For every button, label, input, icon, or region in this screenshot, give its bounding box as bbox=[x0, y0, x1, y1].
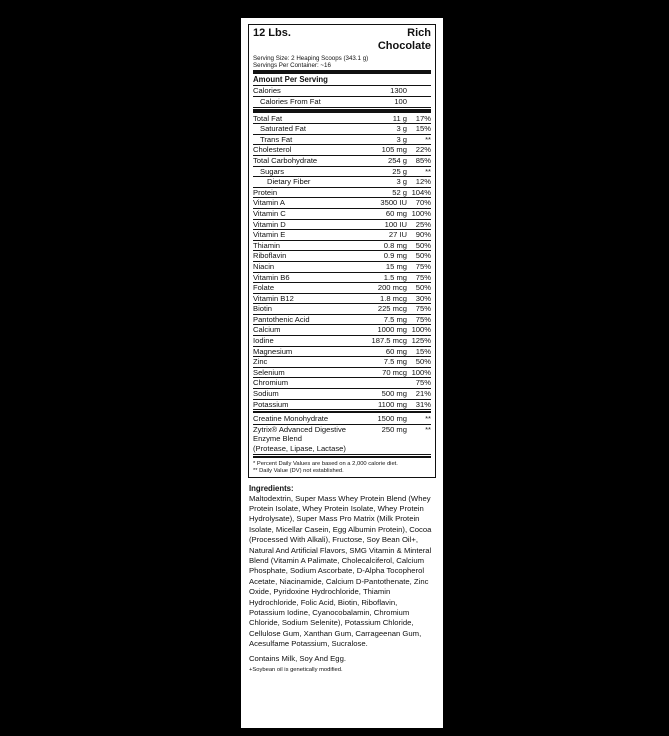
flavor-line-2: Chocolate bbox=[377, 40, 431, 52]
nutrient-dv: 100% bbox=[411, 325, 431, 335]
nutrient-amount: 200 mcg bbox=[377, 283, 407, 293]
nutrient-dv: 15% bbox=[415, 124, 431, 134]
nutrient-row bbox=[253, 368, 431, 379]
supplement-facts-panel bbox=[248, 24, 436, 478]
nutrient-amount: 100 bbox=[394, 97, 407, 106]
nutrient-name: Calcium bbox=[253, 325, 281, 335]
divider-thick bbox=[253, 70, 431, 74]
nutrient-name: Trans Fat bbox=[260, 134, 293, 144]
nutrient-amount: 100 IU bbox=[384, 219, 407, 229]
nutrient-name: Vitamin E bbox=[253, 230, 286, 240]
enzyme-blend-amount: 250 mg bbox=[381, 424, 407, 434]
nutrient-row bbox=[253, 135, 431, 146]
nutrient-dv: 75% bbox=[415, 304, 431, 314]
nutrient-row bbox=[253, 209, 431, 220]
nutrient-name: Potassium bbox=[253, 399, 289, 409]
nutrient-dv: 50% bbox=[415, 240, 431, 250]
nutrient-dv: 30% bbox=[415, 293, 431, 303]
nutrient-name: Pantothenic Acid bbox=[253, 314, 310, 324]
nutrient-amount: 3 g bbox=[396, 124, 407, 134]
nutrient-dv: 75% bbox=[415, 378, 431, 388]
nutrient-amount: 1.5 mg bbox=[383, 272, 407, 282]
nutrient-amount: 27 IU bbox=[388, 230, 407, 240]
ingredients-section bbox=[248, 478, 436, 675]
nutrient-dv: 25% bbox=[415, 219, 431, 229]
nutrient-row bbox=[253, 389, 431, 400]
nutrient-name: Magnesium bbox=[253, 346, 293, 356]
nutrient-dv: 75% bbox=[415, 261, 431, 271]
nutrient-dv: 70% bbox=[415, 198, 431, 208]
nutrient-name: Vitamin C bbox=[253, 208, 286, 218]
nutrient-name: Cholesterol bbox=[253, 145, 292, 155]
nutrient-name: Sugars bbox=[260, 166, 285, 176]
nutrient-row bbox=[253, 251, 431, 262]
enzyme-blend-name-cont: Enzyme Blend bbox=[253, 434, 302, 444]
allergen-statement: Contains Milk, Soy And Egg. bbox=[249, 653, 346, 663]
nutrient-amount: 500 mg bbox=[381, 389, 407, 399]
nutrient-dv: 17% bbox=[415, 113, 431, 123]
nutrient-dv: 104% bbox=[411, 187, 431, 197]
nutrient-row bbox=[253, 325, 431, 336]
creatine-row bbox=[253, 414, 431, 425]
nutrient-dv: 15% bbox=[415, 346, 431, 356]
nutrient-amount: 1500 mg bbox=[377, 414, 407, 424]
nutrient-amount: 1000 mg bbox=[377, 325, 407, 335]
nutrient-dv: ** bbox=[425, 166, 431, 176]
serving-info bbox=[253, 55, 431, 69]
nutrient-row bbox=[253, 177, 431, 188]
nutrient-dv: ** bbox=[425, 134, 431, 144]
nutrient-name: Creatine Monohydrate bbox=[253, 414, 329, 424]
nutrient-amount: 70 mcg bbox=[382, 367, 407, 377]
nutrient-dv bbox=[407, 86, 431, 96]
nutrient-amount: 254 g bbox=[387, 155, 407, 165]
nutrient-row bbox=[253, 347, 431, 358]
nutrient-amount: 3 g bbox=[396, 134, 407, 144]
nutrient-dv: ** bbox=[425, 414, 431, 424]
footnote-dv-not-established: ** Daily Value (DV) not established. bbox=[253, 467, 344, 474]
nutrient-amount: 7.5 mg bbox=[383, 357, 407, 367]
flavor-line-1: Rich bbox=[407, 27, 431, 39]
divider-thick bbox=[253, 109, 431, 113]
nutrient-name: Vitamin B6 bbox=[253, 272, 290, 282]
nutrient-name: Thiamin bbox=[253, 240, 281, 250]
nutrient-name: Iodine bbox=[253, 336, 274, 346]
enzyme-blend-components: (Protease, Lipase, Lactase) bbox=[253, 444, 346, 453]
nutrient-name: Sodium bbox=[253, 389, 279, 399]
nutrient-dv: 21% bbox=[415, 389, 431, 399]
nutrient-dv: 31% bbox=[415, 399, 431, 409]
nutrient-row bbox=[253, 304, 431, 315]
nutrient-dv: 125% bbox=[411, 336, 431, 346]
nutrient-row bbox=[253, 124, 431, 135]
nutrient-row bbox=[253, 188, 431, 199]
nutrient-amount: 1.8 mcg bbox=[379, 293, 407, 303]
nutrient-row bbox=[253, 230, 431, 241]
nutrient-row bbox=[253, 198, 431, 209]
nutrient-name: Total Carbohydrate bbox=[253, 155, 318, 165]
nutrition-label bbox=[241, 18, 443, 728]
nutrient-row bbox=[253, 156, 431, 167]
nutrient-dv: 75% bbox=[415, 272, 431, 282]
nutrient-name: Protein bbox=[253, 187, 278, 197]
nutrient-dv: 12% bbox=[415, 177, 431, 187]
nutrient-name: Chromium bbox=[253, 378, 289, 388]
nutrient-amount: 3 g bbox=[396, 177, 407, 187]
nutrient-dv: 50% bbox=[415, 251, 431, 261]
nutrient-row bbox=[253, 241, 431, 252]
nutrient-amount: 60 mg bbox=[385, 346, 407, 356]
nutrient-row bbox=[253, 336, 431, 347]
nutrient-amount: 225 mcg bbox=[377, 304, 407, 314]
nutrient-amount: 3500 IU bbox=[380, 198, 407, 208]
nutrient-name: Niacin bbox=[253, 261, 275, 271]
nutrient-row bbox=[253, 220, 431, 231]
divider-medium bbox=[253, 411, 431, 413]
nutrient-row bbox=[253, 294, 431, 305]
nutrient-row bbox=[253, 315, 431, 326]
servings-per-container: Servings Per Container: ~16 bbox=[253, 62, 331, 70]
flavor-name bbox=[378, 27, 431, 53]
nutrient-row bbox=[253, 262, 431, 273]
nutrient-dv bbox=[407, 97, 431, 107]
nutrient-amount: 52 g bbox=[392, 187, 407, 197]
soybean-note: +Soybean oil is genetically modified. bbox=[249, 667, 343, 674]
nutrient-name: Vitamin A bbox=[253, 198, 285, 208]
nutrient-name: Vitamin B12 bbox=[253, 293, 294, 303]
nutrient-name: Folate bbox=[253, 283, 275, 293]
nutrient-row bbox=[253, 167, 431, 178]
calories-from-fat-row bbox=[253, 97, 431, 108]
nutrient-row bbox=[253, 114, 431, 125]
nutrient-name: Biotin bbox=[253, 304, 272, 314]
nutrient-name: Calories bbox=[253, 86, 281, 96]
nutrient-dv: 100% bbox=[411, 208, 431, 218]
nutrient-amount: 11 g bbox=[392, 113, 407, 123]
nutrient-name: Saturated Fat bbox=[260, 124, 307, 134]
nutrient-amount: 187.5 mcg bbox=[371, 336, 407, 346]
nutrient-amount: 1300 bbox=[390, 86, 407, 96]
footnote-daily-values: * Percent Daily Values are based on a 2,000 calorie diet. bbox=[253, 460, 398, 467]
nutrient-row bbox=[253, 400, 431, 411]
nutrient-name: Total Fat bbox=[253, 113, 283, 123]
nutrient-amount: 15 mg bbox=[385, 261, 407, 271]
nutrient-row bbox=[253, 145, 431, 156]
ingredients-text: Maltodextrin, Super Mass Whey Protein Blend (Whey Protein Isolate, Whey Protein Isolate, Whey Protein Hydrolysate), Super Mass Pro Matrix (Milk Protein Isolate, Micellar Casein, Egg Albumin Protein), Cocoa (Processed With Alkali), Fructose, Soy Bean Oil+, Natural And Artificial Flavors, SMG Vitamin & Minteral Blend (Vitamin A Palimate, Cholecalciferol, Calcium Phosphate, Sodium Ascorbate, D-Alpha Tocopherol Acetate, Niacinamide, Calcium D-Pantothenate, Zinc Oxide, Pyridoxine Hydrochloride, Thiamin Hydrochloride, Folic Acid, Biotin, Riboflavin, Potassium Iodine, Cyanocobalamin, Chromium Chloride, Sodium Selenite), Potassium Chloride, Cellulose Gum, Xanthan Gum, Carrageenan Gum, Acesulfame Potassium, Sucralose. bbox=[249, 493, 432, 649]
calories-row bbox=[253, 86, 431, 97]
nutrient-dv: 50% bbox=[415, 357, 431, 367]
nutrient-name: Vitamin D bbox=[253, 219, 286, 229]
nutrient-name: Selenium bbox=[253, 367, 285, 377]
nutrient-amount: 60 mg bbox=[385, 208, 407, 218]
nutrient-list bbox=[253, 114, 431, 411]
ingredients-heading: Ingredients: bbox=[249, 483, 294, 493]
footnotes bbox=[253, 459, 431, 475]
nutrient-name: Riboflavin bbox=[253, 251, 287, 261]
enzyme-blend-dv: ** bbox=[425, 424, 431, 434]
nutrient-amount: 0.9 mg bbox=[383, 251, 407, 261]
nutrient-dv: 50% bbox=[415, 283, 431, 293]
nutrient-amount: 1100 mg bbox=[378, 399, 407, 409]
nutrient-dv: 22% bbox=[415, 145, 431, 155]
nutrient-name: Dietary Fiber bbox=[267, 177, 311, 187]
nutrient-row bbox=[253, 357, 431, 368]
enzyme-blend-name: Zytrix® Advanced Digestive bbox=[253, 424, 346, 434]
nutrient-amount: 7.5 mg bbox=[383, 314, 407, 324]
amount-per-serving-heading: Amount Per Serving bbox=[253, 75, 431, 86]
nutrient-name: Zinc bbox=[253, 357, 268, 367]
nutrient-amount: 105 mg bbox=[381, 145, 407, 155]
divider-medium bbox=[253, 456, 431, 458]
nutrient-row bbox=[253, 378, 431, 389]
nutrient-amount: 25 g bbox=[392, 166, 407, 176]
enzyme-blend-row bbox=[253, 425, 431, 455]
nutrient-row bbox=[253, 273, 431, 284]
nutrient-dv: 85% bbox=[415, 155, 431, 165]
nutrient-dv: 90% bbox=[415, 230, 431, 240]
nutrient-dv: 100% bbox=[411, 367, 431, 377]
nutrient-name: Calories From Fat bbox=[260, 97, 321, 106]
serving-size: Serving Size: 2 Heaping Scoops (343.1 g) bbox=[253, 55, 369, 62]
container-size: 12 Lbs. bbox=[253, 27, 291, 39]
nutrient-dv: 75% bbox=[415, 314, 431, 324]
nutrient-amount bbox=[357, 378, 407, 388]
nutrient-amount: 0.8 mg bbox=[383, 240, 407, 250]
nutrient-row bbox=[253, 283, 431, 294]
label-header bbox=[253, 27, 431, 53]
